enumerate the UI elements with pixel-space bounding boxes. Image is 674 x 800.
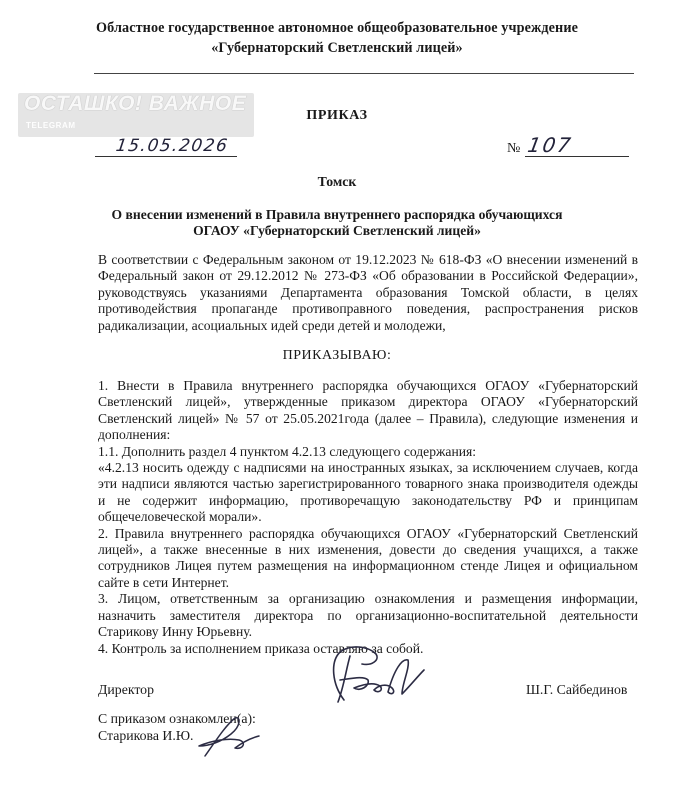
order-number-handwritten: 107	[525, 133, 575, 157]
watermark-text: ОСТАШКО! ВАЖНОЕ	[24, 92, 247, 115]
order-item: «4.2.13 носить одежду с надписями на иностранных языках, за исключением случаев, когда эти надписи являются частью зарегистрированного товарного знака производителя одежды и не содержит информацию, противоречащую законодательству РФ и принципам общечеловеческой морали».	[98, 460, 638, 525]
order-items	[98, 378, 638, 657]
document-title: ПРИКАЗ	[306, 108, 368, 123]
order-subject-line1: О внесении изменений в Правила внутреннего распорядка обучающихся	[111, 207, 563, 222]
order-item: 4. Контроль за исполнением приказа оставляю за собой.	[98, 640, 424, 656]
date-underline	[95, 156, 237, 157]
director-signature	[310, 640, 450, 712]
acquainted-signature	[185, 712, 275, 762]
order-item: 1.1. Дополнить раздел 4 пунктом 4.2.13 следующего содержания:	[98, 443, 477, 459]
header-divider	[94, 73, 634, 74]
director-label: Директор	[98, 682, 154, 697]
institution-name-line1: Областное государственное автономное общеобразовательное учреждение	[95, 20, 579, 36]
order-subject-line2: ОГАОУ «Губернаторский Светленский лицей»	[193, 223, 481, 238]
acquainted-name: Старикова И.Ю.	[98, 728, 194, 743]
order-number-label: №	[507, 141, 521, 156]
order-date-handwritten: 15.05.2026	[114, 136, 230, 156]
institution-name-line2: «Губернаторский Светленский лицей»	[211, 40, 463, 56]
city-name: Томск	[317, 174, 357, 189]
order-item: 3. Лицом, ответственным за организацию ознакомления и размещения информации, назначить заместителя директора по организационно-воспитательной деятельности Старикову Инну Юрьевну.	[98, 591, 638, 640]
order-item: 2. Правила внутреннего распорядка обучающихся ОГАОУ «Губернаторский Светленский лицей», а также внесенные в них изменения, довести до сведения учащихся, а также сотрудников Лицея путем размещения на информационном стенде Лицея и официальном сайте в сети Интернет.	[98, 525, 638, 590]
acquainted-label: С приказом ознакомлен(а):	[98, 711, 256, 726]
director-name: Ш.Г. Сайбединов	[526, 682, 628, 697]
number-underline	[525, 156, 629, 157]
decree-heading: ПРИКАЗЫВАЮ:	[282, 348, 392, 363]
preamble-paragraph: В соответствии с Федеральным законом от 19.12.2023 № 618-ФЗ «О внесении изменений в Федеральный закон от 29.12.2012 № 273-ФЗ «Об образовании в Российской Федерации», руководствуясь указаниями Департамента образования Томской области, в целях противодействия пропаганде противоправного поведения, распространения рисков радикализации, асоциальных идей среди детей и молодежи,	[98, 252, 638, 333]
watermark-subtext: TELEGRAM	[26, 121, 76, 130]
order-item: 1. Внести в Правила внутреннего распорядка обучающихся ОГАОУ «Губернаторский Светленский лицей», утвержденные приказом директора ОГАОУ «Губернаторский Светленский лицей» № 57 от 25.05.2021года (далее – Правила), следующие изменения и дополнения:	[98, 378, 638, 443]
